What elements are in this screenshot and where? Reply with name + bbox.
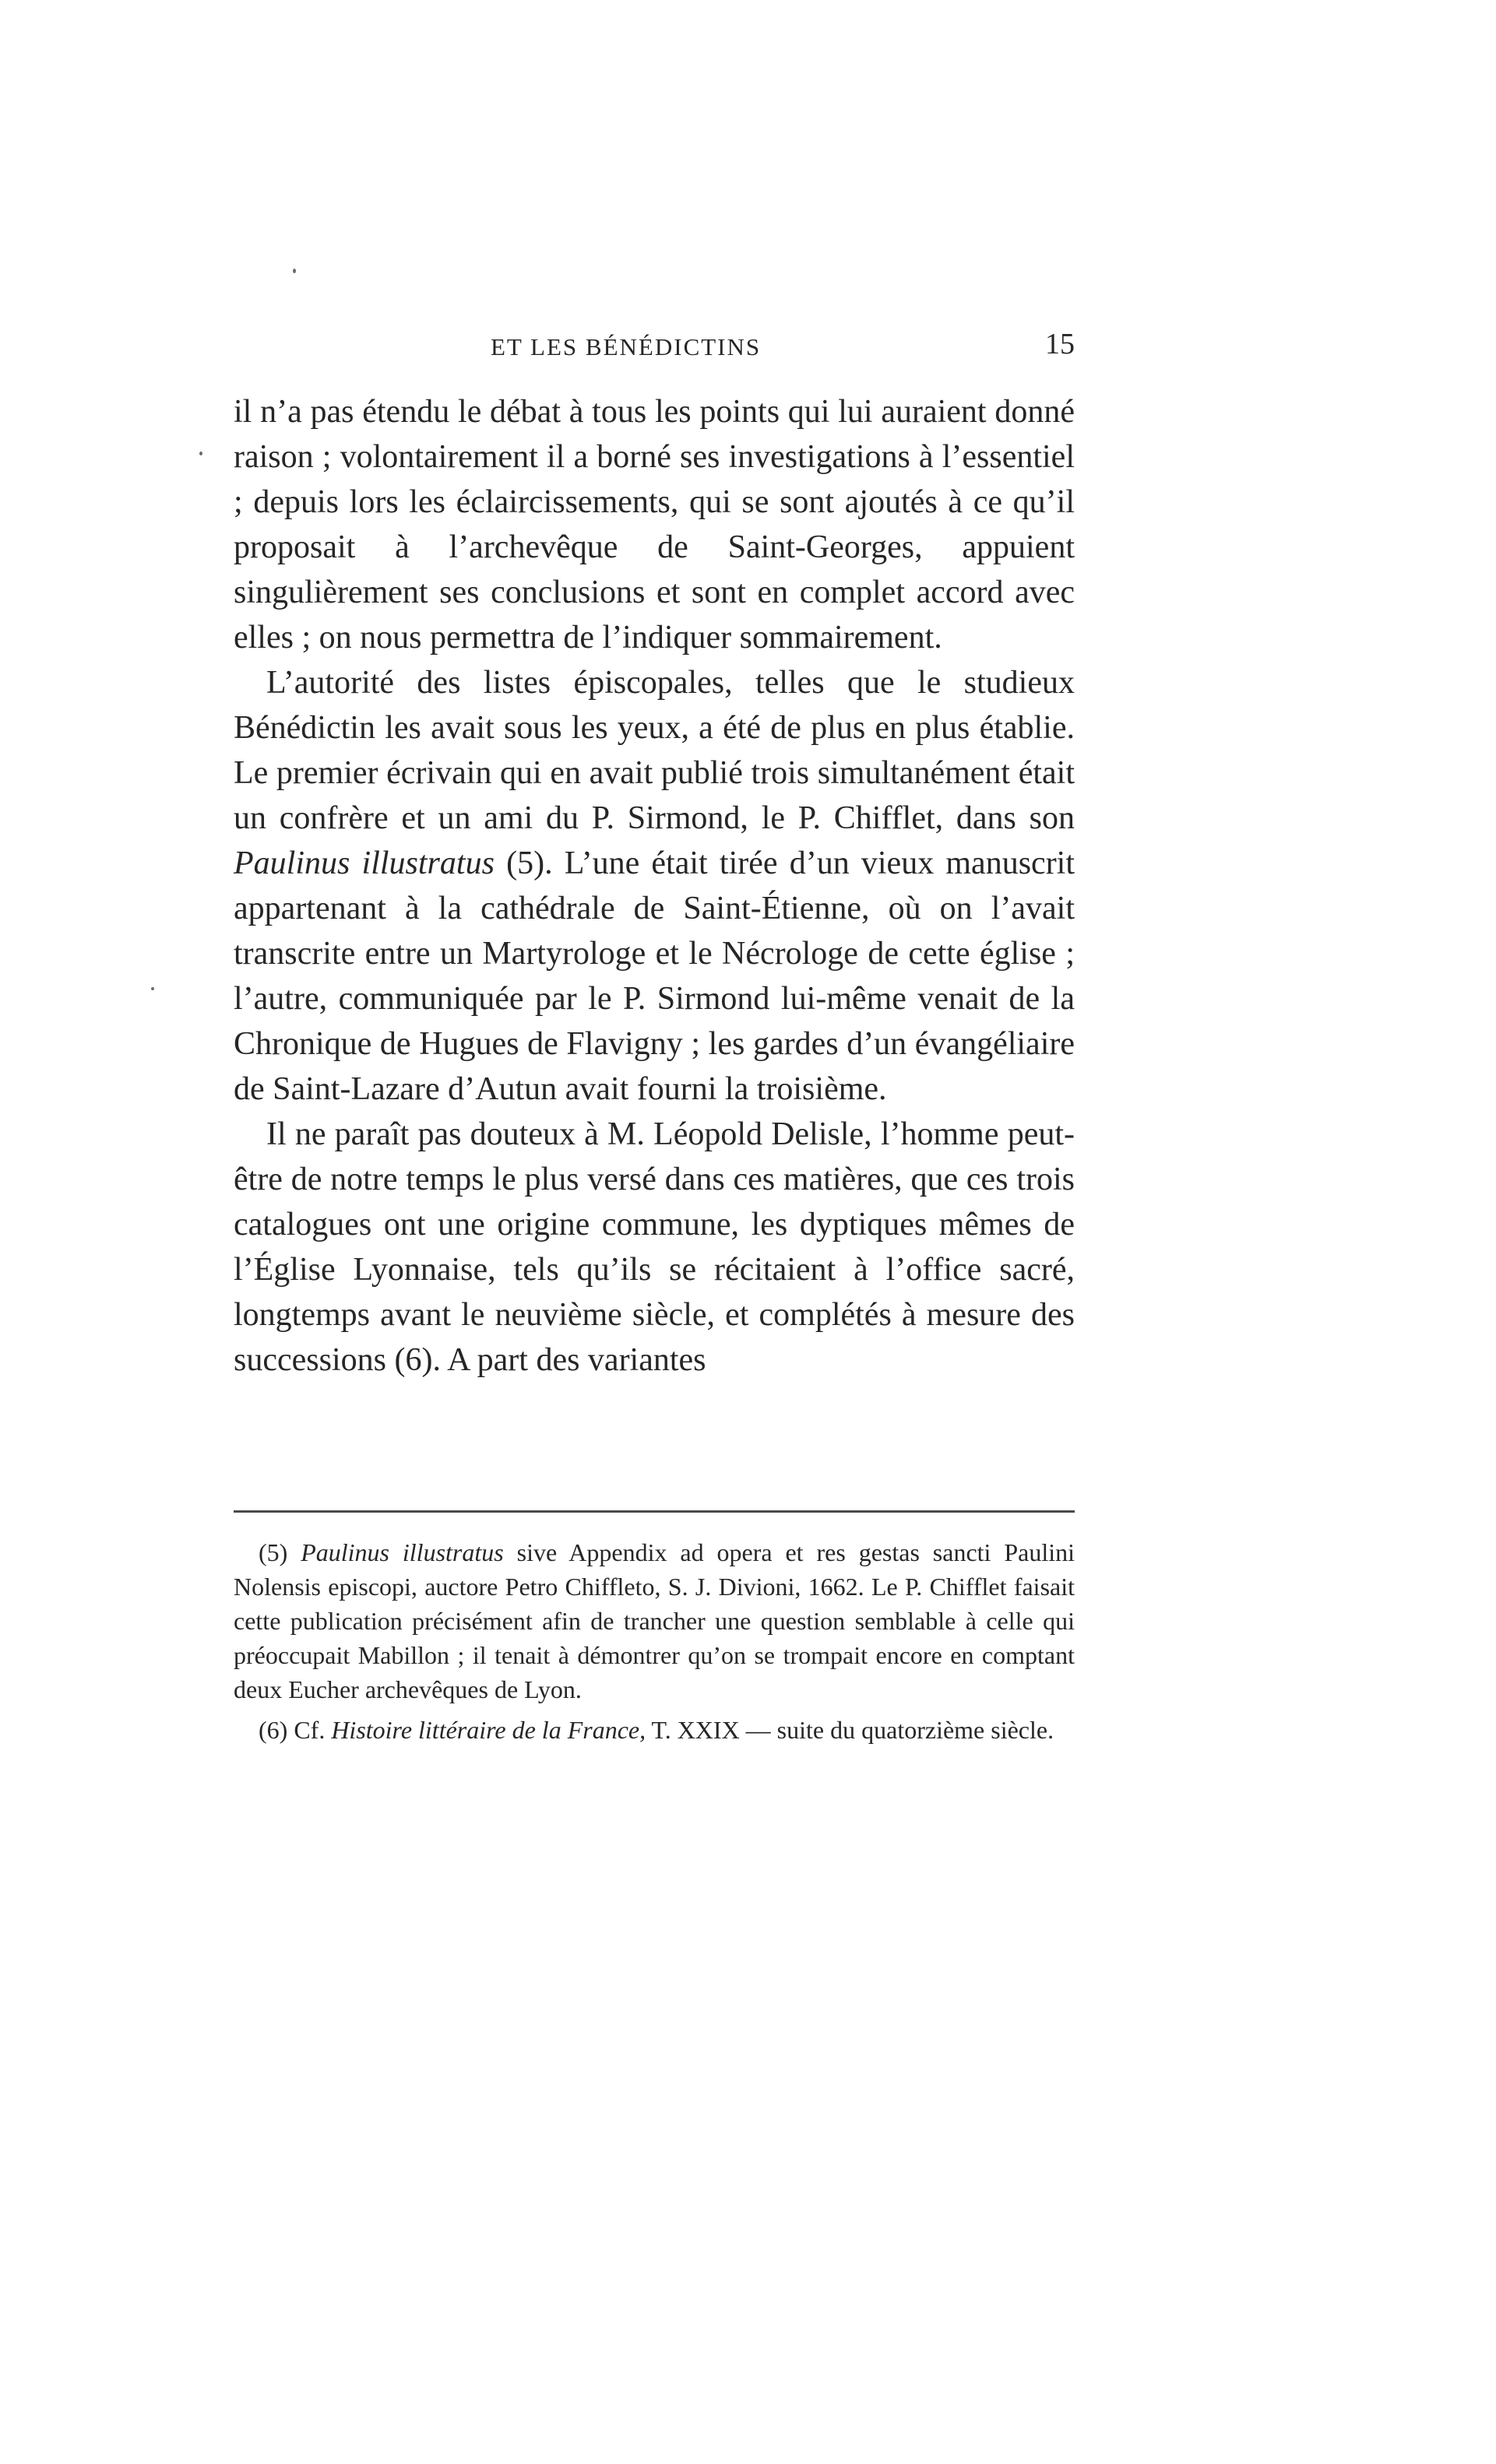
running-head [234,327,1075,374]
paper-speck [199,452,202,455]
main-text [234,389,1075,1383]
paper-speck [151,987,154,990]
paper-speck [293,269,296,273]
paragraph-1: il n’a pas étendu le débat à tous les points qui lui auraient donné raison ; volontairement il a borné ses investigations à l’essentiel ; depuis lors les éclaircissements, qui se sont ajoutés à ce qu’il proposait à l’archevêque de Saint-Georges, appuient singulièrement ses conclusions et sont en complet accord avec elles ; on nous permettra de l’indiquer sommairement. [234,394,1075,656]
footnote-5-mark: (5) [259,1538,288,1566]
page-number: 15 [1045,328,1075,360]
paragraph-2 [234,660,1075,1112]
paragraph-2-part-a: L’autorité des listes épiscopales, telles que le studieux Bénédictin les avait sous les yeux, a été de plus en plus établie. Le premier écrivain qui en avait publié trois simultanément était un confrère et un ami du P. Sirmond, le P. Chifflet, dans son [234,665,1075,836]
paragraph-2-book-title: Paulinus illustratus [234,845,495,881]
footnote-6-text: T. XXIX — suite du quatorzième siècle. [651,1716,1054,1744]
running-title: ET LES BÉNÉDICTINS [491,333,762,360]
footnote-5 [234,1535,1075,1707]
footnote-5-title: Paulinus illustratus [301,1538,504,1566]
footnotes [234,1535,1075,1747]
footnote-6 [234,1713,1075,1747]
paragraph-2-part-b: (5). L’une était tirée d’un vieux manuscrit appartenant à la cathédrale de Saint-Étienne, où on l’avait transcrite entre un Martyrologe et le Nécrologe de cette église ; l’autre, communiquée par le P. Sirmond lui-même venait de la Chronique de Hugues de Flavigny ; les gardes d’un évangéliaire de Saint-Lazare d’Autun avait fourni la troisième. [234,845,1075,1107]
footnote-5-text: sive Appendix ad opera et res gestas sancti Paulini Nolensis episcopi, auctore Petro Chiffleto, S. J. Divioni, 1662. Le P. Chifflet faisait cette publication précisément afin de trancher une question semblable à celle qui préoccupait Mabillon ; il tenait à démontrer qu’on se trompait encore en comptant deux Eucher archevêques de Lyon. [234,1538,1075,1703]
paragraph-3: Il ne paraît pas douteux à M. Léopold Delisle, l’homme peut-être de notre temps le plus versé dans ces matières, que ces trois catalogues ont une origine commune, les dyptiques mêmes de l’Église Lyonnaise, tels qu’ils se récitaient à l’office sacré, longtemps avant le neuvième siècle, et complétés à mesure des successions (6). A part des variantes [234,1116,1075,1378]
footnote-6-mark: (6) Cf. [259,1716,326,1744]
footnote-rule [234,1510,1075,1513]
footnote-6-title: Histoire littéraire de la France, [331,1716,646,1744]
